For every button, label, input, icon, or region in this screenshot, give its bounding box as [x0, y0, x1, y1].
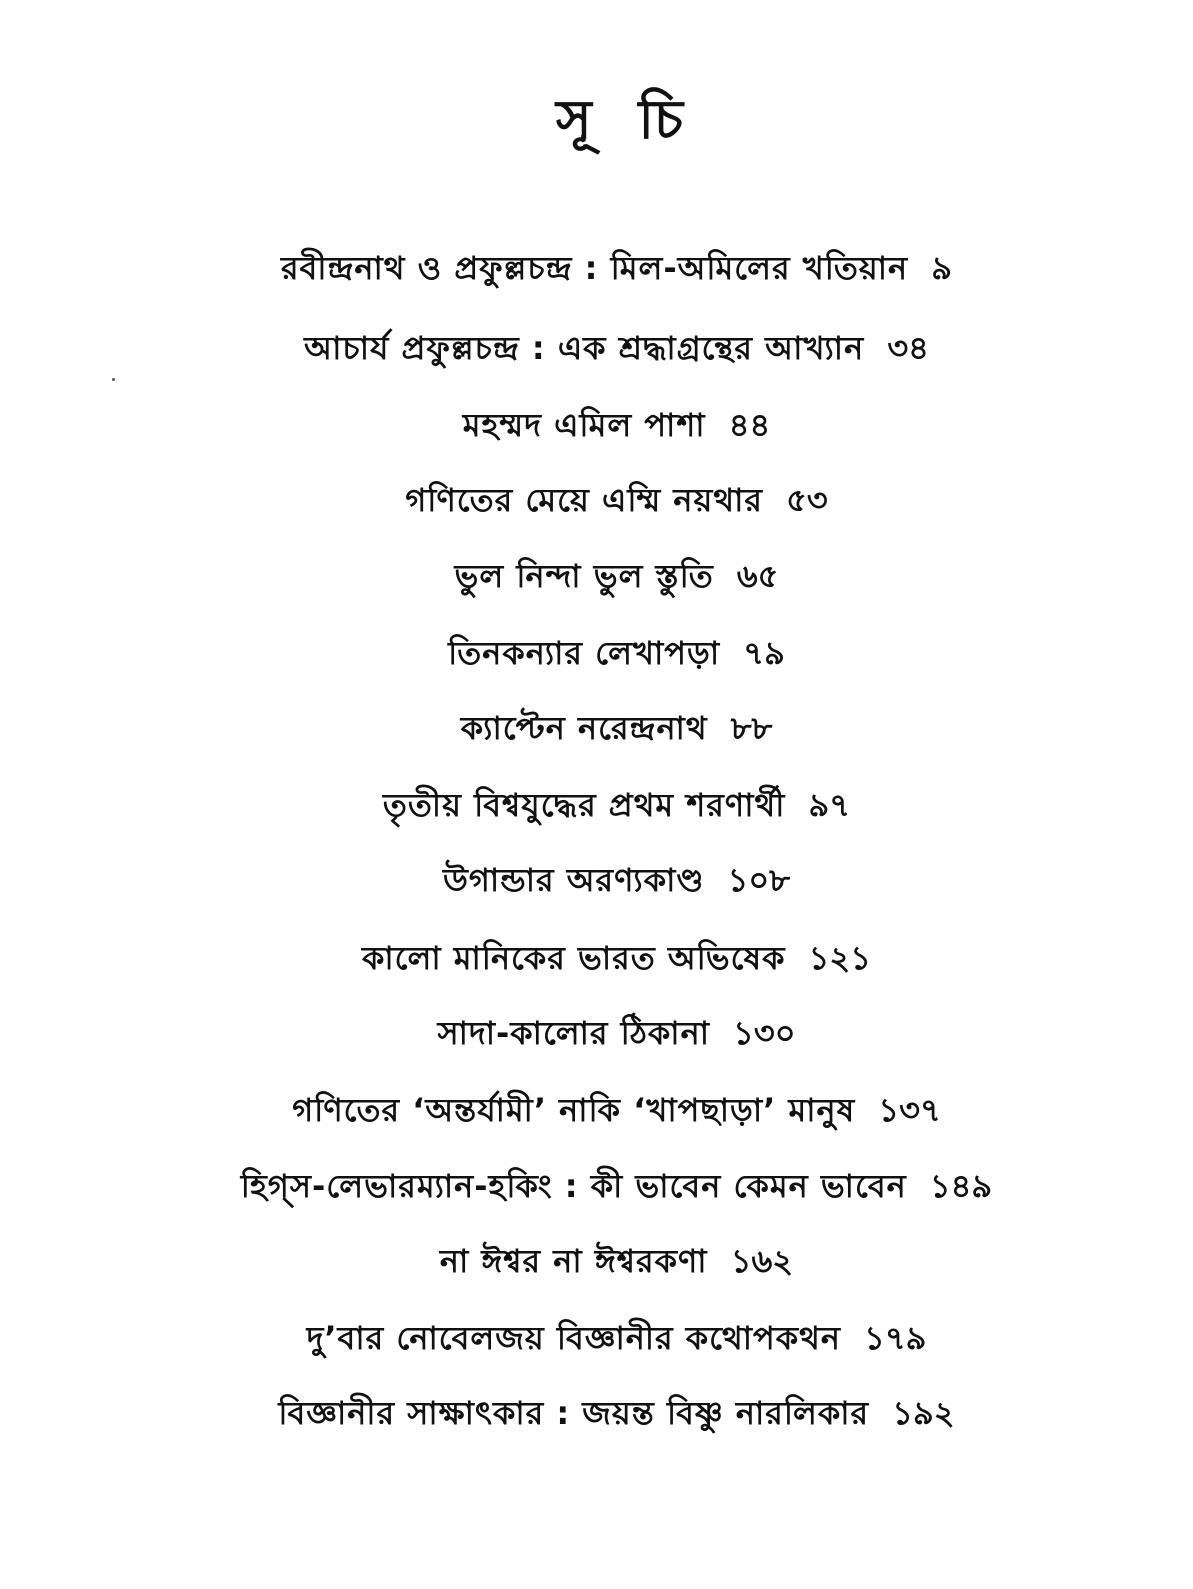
toc-entry-page: ১৪৯ [929, 1167, 993, 1205]
toc-entry-title: সাদা-কালোর ঠিকানা [437, 1014, 710, 1052]
toc-entry[interactable] [0, 625, 1193, 681]
toc-entry-title: গণিতের মেয়ে এম্মি নয়থার [405, 481, 763, 519]
page-title: সূ চি [555, 88, 698, 151]
toc-entry[interactable] [0, 777, 1193, 833]
toc-entry[interactable] [0, 472, 1193, 528]
toc-entry[interactable] [0, 397, 1193, 453]
toc-entry-page: ৯ [931, 249, 953, 287]
scan-speck [112, 378, 115, 381]
toc-entry-page: ৮৮ [730, 709, 773, 747]
toc-entry[interactable] [0, 930, 1193, 986]
toc-entry[interactable] [0, 852, 1193, 908]
toc-entry[interactable] [0, 1310, 1193, 1366]
toc-entry-title: তিনকন্যার লেখাপড়া [448, 634, 721, 672]
toc-entry-title: ভুল নিন্দা ভুল স্তুতি [454, 557, 714, 595]
toc-entry[interactable] [0, 240, 1193, 296]
toc-entry-title: রবীন্দ্রনাথ ও প্রফুল্লচন্দ্র : মিল-অমিলের খতিয়ান [280, 249, 909, 287]
toc-entry-title: মহম্মদ এমিল পাশা [462, 406, 706, 444]
toc-entry-title: আচার্য প্রফুল্লচন্দ্র : এক শ্রদ্ধাগ্রন্থের আখ্যান [304, 329, 865, 367]
toc-entry-page: ৬৫ [736, 557, 779, 595]
toc-entry[interactable] [0, 320, 1193, 376]
toc-entry-title: হিগ্‌স-লেভারম্যান-হকিং : কী ভাবেন কেমন ভাবেন [240, 1167, 907, 1205]
toc-entry[interactable] [0, 1158, 1193, 1214]
toc-entry-page: ১৩৭ [878, 1091, 941, 1129]
toc-entry-page: ১৯২ [892, 1394, 955, 1432]
toc-entry-title: বিজ্ঞানীর সাক্ষাৎকার : জয়ন্ত বিষ্ণু নারলিকার [278, 1394, 870, 1432]
toc-entry-page: ৫৩ [786, 481, 828, 519]
toc-entry-title: কালো মানিকের ভারত অভিষেক [361, 939, 786, 977]
toc-entry-page: ১২১ [808, 939, 872, 977]
toc-entry-title: গণিতের ‘অন্তর্যামী’ নাকি ‘খাপছাড়া’ মানুষ [292, 1091, 856, 1129]
toc-entry[interactable] [0, 1005, 1193, 1061]
toc-entry-page: ৪৪ [728, 406, 771, 444]
toc-entry[interactable] [0, 548, 1193, 604]
toc-entry-page: ৩৪ [887, 329, 929, 367]
toc-entry-title: না ঈশ্বর না ঈশ্বরকণা [439, 1242, 708, 1280]
toc-entry-title: দু’বার নোবেলজয় বিজ্ঞানীর কথোপকথন [306, 1319, 841, 1357]
toc-entry-page: ১০৮ [727, 861, 790, 899]
toc-entry[interactable] [0, 700, 1193, 756]
toc-entry-title: তৃতীয় বিশ্বযুদ্ধের প্রথম শরণার্থী [382, 786, 786, 824]
toc-entry-page: ১৬২ [730, 1242, 794, 1280]
toc-entry-page: ৯৭ [808, 786, 851, 824]
toc-entry-title: উগান্ডার অরণ্যকাণ্ড [443, 861, 705, 899]
toc-entry[interactable] [0, 1082, 1193, 1138]
toc-entry-page: ১৭৯ [864, 1319, 927, 1357]
toc-entry-page: ১৩০ [733, 1014, 796, 1052]
toc-entry-page: ৭৯ [743, 634, 785, 672]
toc-entry[interactable] [0, 1385, 1193, 1441]
toc-entry-title: ক্যাপ্টেন নরেন্দ্রনাথ [460, 709, 708, 747]
toc-entry[interactable] [0, 1233, 1193, 1289]
